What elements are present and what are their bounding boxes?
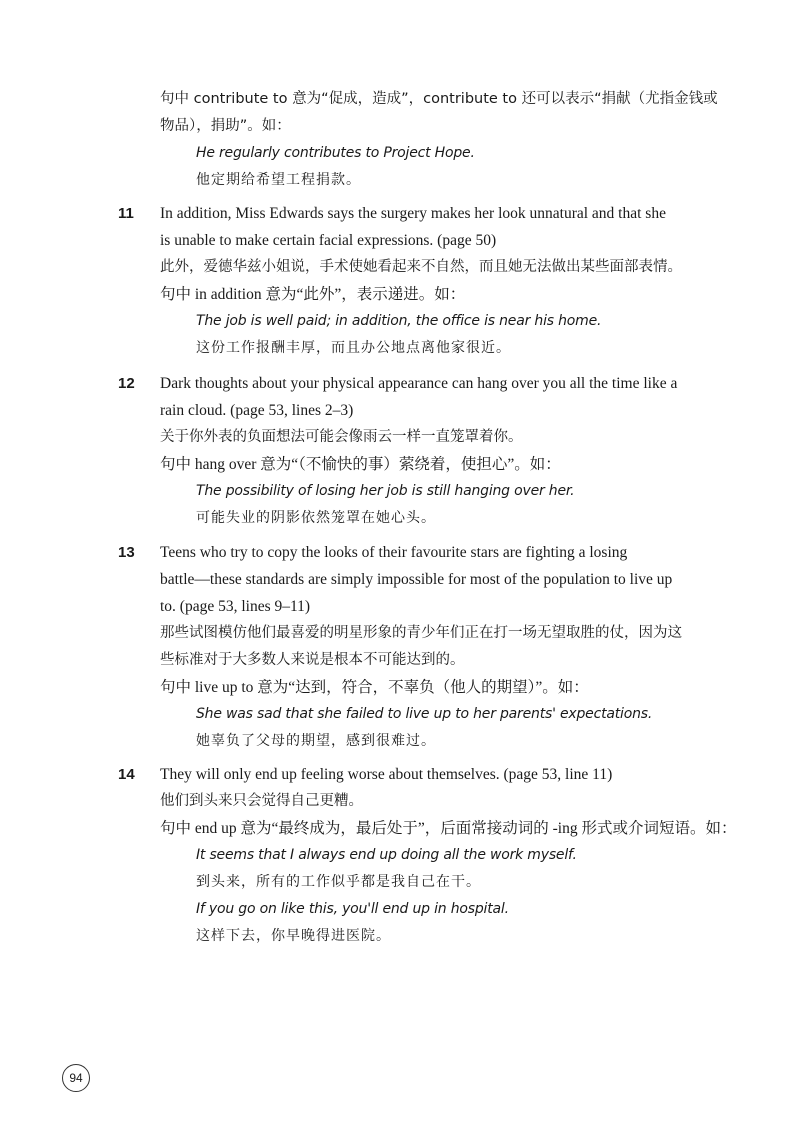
- example-sentence-zh: 她辜负了父母的期望，感到很难过。: [196, 733, 436, 749]
- sentence-en-line: Teens who try to copy the looks of their favourite stars are fighting a losing: [160, 544, 628, 561]
- sentence-translation: 他们到头来只会觉得自己更糟。: [160, 793, 363, 809]
- example-sentence-en: He regularly contributes to Project Hope.: [196, 145, 475, 161]
- note-item-14: [118, 761, 737, 950]
- usage-note: 句中 hang over 意为“（不愉快的事）萦绕着，使担心”。如：: [160, 456, 561, 473]
- item-number: 11: [118, 205, 134, 222]
- example-sentence-zh: 可能失业的阴影依然笼罩在她心头。: [196, 510, 436, 526]
- example-sentence-en: The possibility of losing her job is still hanging over her.: [196, 483, 575, 499]
- sentence-en-line: to. (page 53, lines 9–11): [160, 598, 311, 615]
- sentence-translation-line: 那些试图模仿他们最喜爱的明星形象的青少年们正在打一场无望取胜的仗，因为这: [160, 625, 682, 641]
- usage-note: 句中 in addition 意为“此外”，表示递进。如：: [160, 286, 466, 303]
- sentence-en-line: They will only end up feeling worse about themselves. (page 53, line 11): [160, 766, 613, 783]
- note-item-12: [118, 370, 698, 532]
- sentence-en-line: is unable to make certain facial expressions. (page 50): [160, 232, 497, 249]
- page-number: 94: [62, 1064, 90, 1092]
- sentence-translation-line: 些标准对于大多数人来说是根本不可能达到的。: [160, 652, 465, 668]
- example-sentence-zh: 这份工作报酬丰厚，而且办公地点离他家很近。: [196, 340, 511, 356]
- sentence-en-line: battle—these standards are simply impossible for most of the population to live up: [160, 571, 673, 588]
- sentence-translation: 关于你外表的负面想法可能会像雨云一样一直笼罩着你。: [160, 429, 523, 445]
- example-sentence-zh: 到头来，所有的工作似乎都是我自己在干。: [196, 874, 481, 890]
- intro-line: 物品），捐助”。如：: [160, 118, 291, 134]
- note-item-13: [118, 539, 698, 755]
- example-sentence-en: The job is well paid; in addition, the office is near his home.: [196, 313, 602, 329]
- sentence-en-line: rain cloud. (page 53, lines 2–3): [160, 402, 354, 419]
- sentence-en-line: Dark thoughts about your physical appearance can hang over you all the time like a: [160, 375, 678, 392]
- usage-note: 句中 live up to 意为“达到，符合，不辜负（他人的期望）”。如：: [160, 679, 589, 696]
- example-sentence-en: It seems that I always end up doing all the work myself.: [196, 847, 577, 863]
- sentence-translation: 此外，爱德华兹小姐说，手术使她看起来不自然，而且她无法做出某些面部表情。: [160, 259, 682, 275]
- intro-note: [160, 86, 718, 194]
- example-sentence-en: She was sad that she failed to live up to her parents' expectations.: [196, 706, 653, 722]
- item-number: 13: [118, 544, 135, 561]
- sentence-en-line: In addition, Miss Edwards says the surgery makes her look unnatural and that she: [160, 205, 666, 222]
- example-sentence-en: If you go on like this, you'll end up in hospital.: [196, 901, 509, 917]
- example-sentence-zh: 这样下去，你早晚得进医院。: [196, 928, 391, 944]
- example-sentence-zh: 他定期给希望工程捐款。: [196, 172, 361, 188]
- item-number: 14: [118, 766, 135, 783]
- item-number: 12: [118, 375, 135, 392]
- note-item-11: [118, 200, 698, 362]
- usage-note: 句中 end up 意为“最终成为，最后处于”，后面常接动词的 -ing 形式或介词短语。如：: [160, 820, 737, 837]
- intro-line: 句中 contribute to 意为“促成，造成”，contribute to 还可以表示“捐献（尤指金钱或: [160, 91, 718, 107]
